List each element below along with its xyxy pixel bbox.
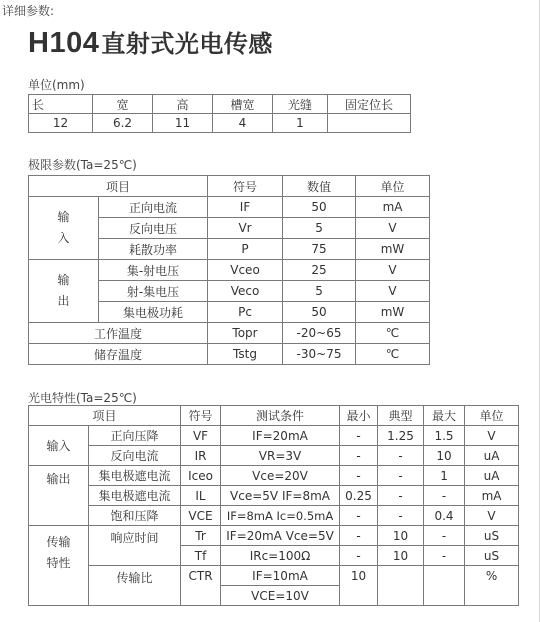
limits-value: 5 (283, 281, 356, 302)
optical-group-input: 输入 (29, 426, 89, 466)
optical-row (29, 466, 519, 486)
optical-condition: IF=8mA Ic=0.5mA (221, 506, 340, 526)
optical-unit: V (465, 426, 519, 446)
limits-item: 集-射电压 (99, 260, 208, 281)
optical-row (29, 566, 519, 586)
limits-unit: ℃ (356, 344, 430, 365)
optical-min: - (340, 506, 378, 526)
dim-value: 12 (29, 114, 93, 133)
optical-symbol: Iceo (181, 466, 221, 486)
optical-item: 饱和压降 (89, 506, 181, 526)
optical-row (29, 426, 519, 446)
optical-row (29, 506, 519, 526)
limits-symbol: P (208, 239, 283, 260)
product-title (28, 24, 273, 60)
optical-max: - (424, 526, 465, 546)
optical-typ: - (378, 486, 424, 506)
limits-header: 单位 (356, 176, 430, 197)
optical-header: 典型 (378, 406, 424, 426)
limits-value: 50 (283, 197, 356, 218)
dim-value: 11 (153, 114, 213, 133)
limits-unit: V (356, 260, 430, 281)
optical-condition: VCE=10V (221, 586, 340, 606)
limits-item: 工作温度 (29, 323, 208, 344)
limits-item: 射-集电压 (99, 281, 208, 302)
optical-header: 项目 (29, 406, 181, 426)
limits-item: 储存温度 (29, 344, 208, 365)
limits-row (29, 260, 430, 281)
optical-symbol: CTR (181, 566, 221, 606)
limits-item: 耗散功率 (99, 239, 208, 260)
optical-symbol: Tr (181, 526, 221, 546)
optical-item: 集电极遮电流 (89, 486, 181, 506)
optical-symbol: VF (181, 426, 221, 446)
dim-header: 长 (29, 95, 93, 114)
limits-header: 数值 (283, 176, 356, 197)
optical-typ (378, 566, 424, 606)
limits-row (29, 197, 430, 218)
limits-value: -20~65 (283, 323, 356, 344)
optical-max: 10 (424, 446, 465, 466)
limits-header: 符号 (208, 176, 283, 197)
optical-min: - (340, 466, 378, 486)
optical-typ: - (378, 466, 424, 486)
optical-label: 光电特性(Ta=25℃) (28, 391, 137, 405)
optical-item: 反向电流 (89, 446, 181, 466)
limits-symbol: Topr (208, 323, 283, 344)
limits-unit: ℃ (356, 323, 430, 344)
optical-max (424, 566, 465, 606)
limits-value: 75 (283, 239, 356, 260)
optical-unit: uA (465, 466, 519, 486)
dim-value: 1 (273, 114, 328, 133)
optical-item: 传输比 (89, 566, 181, 606)
dim-header: 固定位长 (328, 95, 411, 114)
limits-value: -30~75 (283, 344, 356, 365)
limits-table (28, 175, 430, 365)
limits-value: 50 (283, 302, 356, 323)
limits-unit: mW (356, 302, 430, 323)
limits-symbol: IF (208, 197, 283, 218)
optical-condition: IF=20mA (221, 426, 340, 446)
optical-condition: IRc=100Ω (221, 546, 340, 566)
dimensions-header-row (29, 95, 411, 114)
optical-header: 最大 (424, 406, 465, 426)
optical-symbol: IL (181, 486, 221, 506)
optical-unit: uA (465, 446, 519, 466)
optical-item: 集电极遮电流 (89, 466, 181, 486)
optical-row (29, 446, 519, 466)
limits-symbol: Veco (208, 281, 283, 302)
limits-item: 反向电压 (99, 218, 208, 239)
optical-typ: 1.25 (378, 426, 424, 446)
limits-row (29, 344, 430, 365)
limits-header-row (29, 176, 430, 197)
optical-item: 响应时间 (89, 526, 181, 566)
limits-unit: V (356, 281, 430, 302)
optical-min: - (340, 426, 378, 446)
optical-unit: uS (465, 526, 519, 546)
optical-header-row (29, 406, 519, 426)
optical-unit: mA (465, 486, 519, 506)
optical-typ: - (378, 506, 424, 526)
dimensions-table (28, 94, 411, 133)
optical-max: 1 (424, 466, 465, 486)
limits-symbol: Vr (208, 218, 283, 239)
product-description: 直射式光电传感 (101, 30, 273, 58)
optical-min: - (340, 526, 378, 546)
optical-max: 0.4 (424, 506, 465, 526)
limits-row (29, 323, 430, 344)
optical-symbol: VCE (181, 506, 221, 526)
optical-symbol: Tf (181, 546, 221, 566)
limits-unit: mW (356, 239, 430, 260)
optical-max: - (424, 546, 465, 566)
limits-value: 5 (283, 218, 356, 239)
optical-group-output: 输出 (29, 466, 89, 526)
optical-condition: IF=10mA (221, 566, 340, 586)
optical-item: 正向压降 (89, 426, 181, 446)
limits-group-output: 输出 (29, 260, 99, 323)
optical-typ: 10 (378, 546, 424, 566)
optical-unit: uS (465, 546, 519, 566)
optical-max: 1.5 (424, 426, 465, 446)
optical-header: 单位 (465, 406, 519, 426)
limits-symbol: Vceo (208, 260, 283, 281)
dim-header: 宽 (93, 95, 153, 114)
optical-min: - (340, 546, 378, 566)
optical-min: 10 (340, 566, 378, 606)
optical-group-transfer: 传输特性 (29, 526, 89, 606)
limits-symbol: Tstg (208, 344, 283, 365)
limits-symbol: Pc (208, 302, 283, 323)
dim-value (328, 114, 411, 133)
optical-min: - (340, 446, 378, 466)
optical-condition: Vce=20V (221, 466, 340, 486)
optical-header: 符号 (181, 406, 221, 426)
limits-unit: mA (356, 197, 430, 218)
optical-typ: 10 (378, 526, 424, 546)
limits-group-input: 输入 (29, 197, 99, 260)
limits-unit: V (356, 218, 430, 239)
optical-symbol: IR (181, 446, 221, 466)
dim-value: 6.2 (93, 114, 153, 133)
optical-max: - (424, 486, 465, 506)
dimensions-value-row (29, 114, 411, 133)
dim-header: 槽宽 (213, 95, 273, 114)
optical-min: 0.25 (340, 486, 378, 506)
optical-row (29, 486, 519, 506)
optical-unit: % (465, 566, 519, 606)
dim-header: 高 (153, 95, 213, 114)
optical-table (28, 405, 519, 606)
limits-item: 正向电流 (99, 197, 208, 218)
optical-condition: Vce=5V IF=8mA (221, 486, 340, 506)
optical-condition: VR=3V (221, 446, 340, 466)
detail-label: 详细参数: (2, 4, 55, 18)
limits-label: 极限参数(Ta=25℃) (28, 158, 137, 172)
optical-unit: V (465, 506, 519, 526)
limits-item: 集电极功耗 (99, 302, 208, 323)
optical-row (29, 526, 519, 546)
optical-header: 测试条件 (221, 406, 340, 426)
dim-header: 光缝 (273, 95, 328, 114)
optical-typ: - (378, 446, 424, 466)
optical-condition: IF=20mA Vce=5V (221, 526, 340, 546)
dim-value: 4 (213, 114, 273, 133)
limits-header: 项目 (29, 176, 208, 197)
dimensions-label: 单位(mm) (28, 78, 85, 92)
product-model: H104 (28, 27, 100, 59)
optical-header: 最小 (340, 406, 378, 426)
limits-value: 25 (283, 260, 356, 281)
